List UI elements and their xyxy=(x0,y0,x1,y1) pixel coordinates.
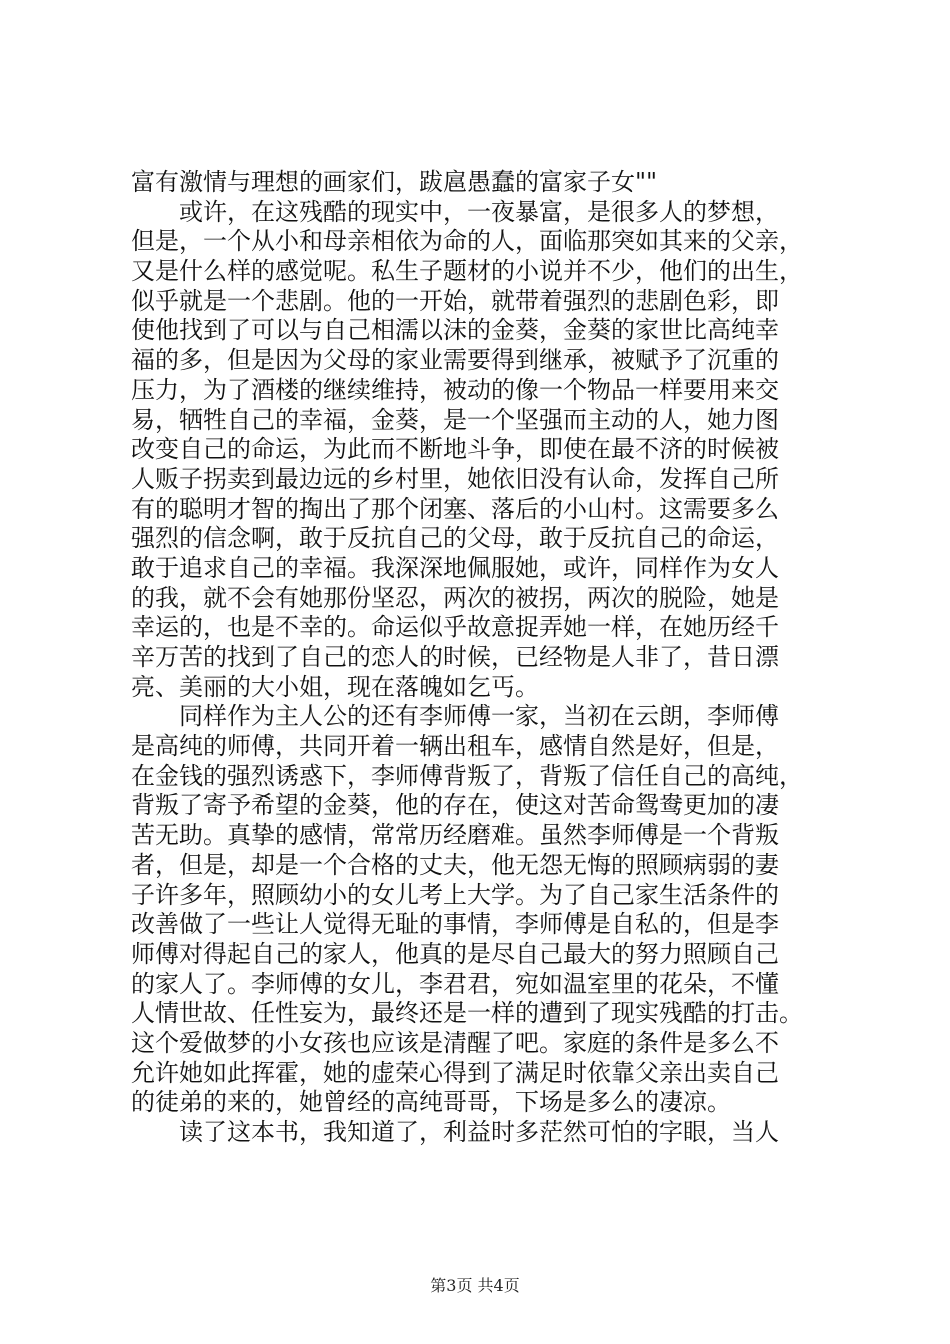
text-line: 人情世故、任性妄为，最终还是一样的遭到了现实残酷的打击。 xyxy=(131,999,803,1028)
text-line: 或许，在这残酷的现实中，一夜暴富，是很多人的梦想， xyxy=(131,197,779,226)
text-line: 似乎就是一个悲剧。他的一开始，就带着强烈的悲剧色彩，即 xyxy=(131,286,779,315)
text-line: 在金钱的强烈诱惑下，李师傅背叛了，背叛了信任自己的高纯， xyxy=(131,761,803,790)
text-line: 的徒弟的来的，她曾经的高纯哥哥，下场是多么的凄凉。 xyxy=(131,1088,731,1117)
text-line: 有的聪明才智的掏出了那个闭塞、落后的小山村。这需要多么 xyxy=(131,494,779,523)
text-line: 福的多，但是因为父母的家业需要得到继承，被赋予了沉重的 xyxy=(131,346,779,375)
text-line: 的家人了。李师傅的女儿，李君君，宛如温室里的花朵，不懂 xyxy=(131,969,779,998)
text-line: 苦无助。真挚的感情，常常历经磨难。虽然李师傅是一个背叛 xyxy=(131,821,779,850)
text-line: 富有激情与理想的画家们，跋扈愚蠢的富家子女"" xyxy=(131,168,658,196)
page-number-footer: 第3页 共4页 xyxy=(430,1276,520,1295)
text-line: 允许她如此挥霍，她的虚荣心得到了满足时依靠父亲出卖自己 xyxy=(131,1058,779,1087)
text-line: 师傅对得起自己的家人，他真的是尽自己最大的努力照顾自己 xyxy=(131,939,779,968)
text-line: 易，牺牲自己的幸福，金葵，是一个坚强而主动的人，她力图 xyxy=(131,405,779,434)
text-line: 亮、美丽的大小姐，现在落魄如乞丐。 xyxy=(131,672,539,701)
body-text xyxy=(131,168,851,1148)
text-line: 者，但是，却是一个合格的丈夫，他无怨无悔的照顾病弱的妻 xyxy=(131,850,779,879)
text-line: 幸运的，也是不幸的。命运似乎故意捉弄她一样，在她历经千 xyxy=(131,613,779,642)
text-line: 的我，就不会有她那份坚忍，两次的被拐，两次的脱险，她是 xyxy=(131,583,779,612)
text-line: 改变自己的命运，为此而不断地斗争，即使在最不济的时候被 xyxy=(131,435,779,464)
text-line: 改善做了一些让人觉得无耻的事情，李师傅是自私的，但是李 xyxy=(131,910,779,939)
text-line: 压力，为了酒楼的继续维持，被动的像一个物品一样要用来交 xyxy=(131,375,779,404)
text-line: 强烈的信念啊，敢于反抗自己的父母，敢于反抗自己的命运， xyxy=(131,524,779,553)
text-line: 同样作为主人公的还有李师傅一家，当初在云朗，李师傅 xyxy=(131,702,779,731)
text-line: 辛万苦的找到了自己的恋人的时候，已经物是人非了，昔日漂 xyxy=(131,643,779,671)
text-line: 子许多年，照顾幼小的女儿考上大学。为了自己家生活条件的 xyxy=(131,880,779,909)
text-line: 读了这本书，我知道了，利益时多茫然可怕的字眼，当人 xyxy=(131,1118,779,1146)
text-line: 使他找到了可以与自己相濡以沫的金葵，金葵的家世比高纯幸 xyxy=(131,316,779,345)
text-line: 但是，一个从小和母亲相依为命的人，面临那突如其来的父亲， xyxy=(131,227,803,256)
text-line: 是高纯的师傅，共同开着一辆出租车，感情自然是好，但是， xyxy=(131,732,779,761)
text-line: 人贩子拐卖到最边远的乡村里，她依旧没有认命，发挥自己所 xyxy=(131,464,779,493)
text-line: 又是什么样的感觉呢。私生子题材的小说并不少，他们的出生， xyxy=(131,257,803,286)
text-line: 背叛了寄予希望的金葵，他的存在，使这对苦命鸳鸯更加的凄 xyxy=(131,791,779,820)
text-line: 这个爱做梦的小女孩也应该是清醒了吧。家庭的条件是多么不 xyxy=(131,1028,779,1057)
text-line: 敢于追求自己的幸福。我深深地佩服她，或许，同样作为女人 xyxy=(131,553,779,582)
